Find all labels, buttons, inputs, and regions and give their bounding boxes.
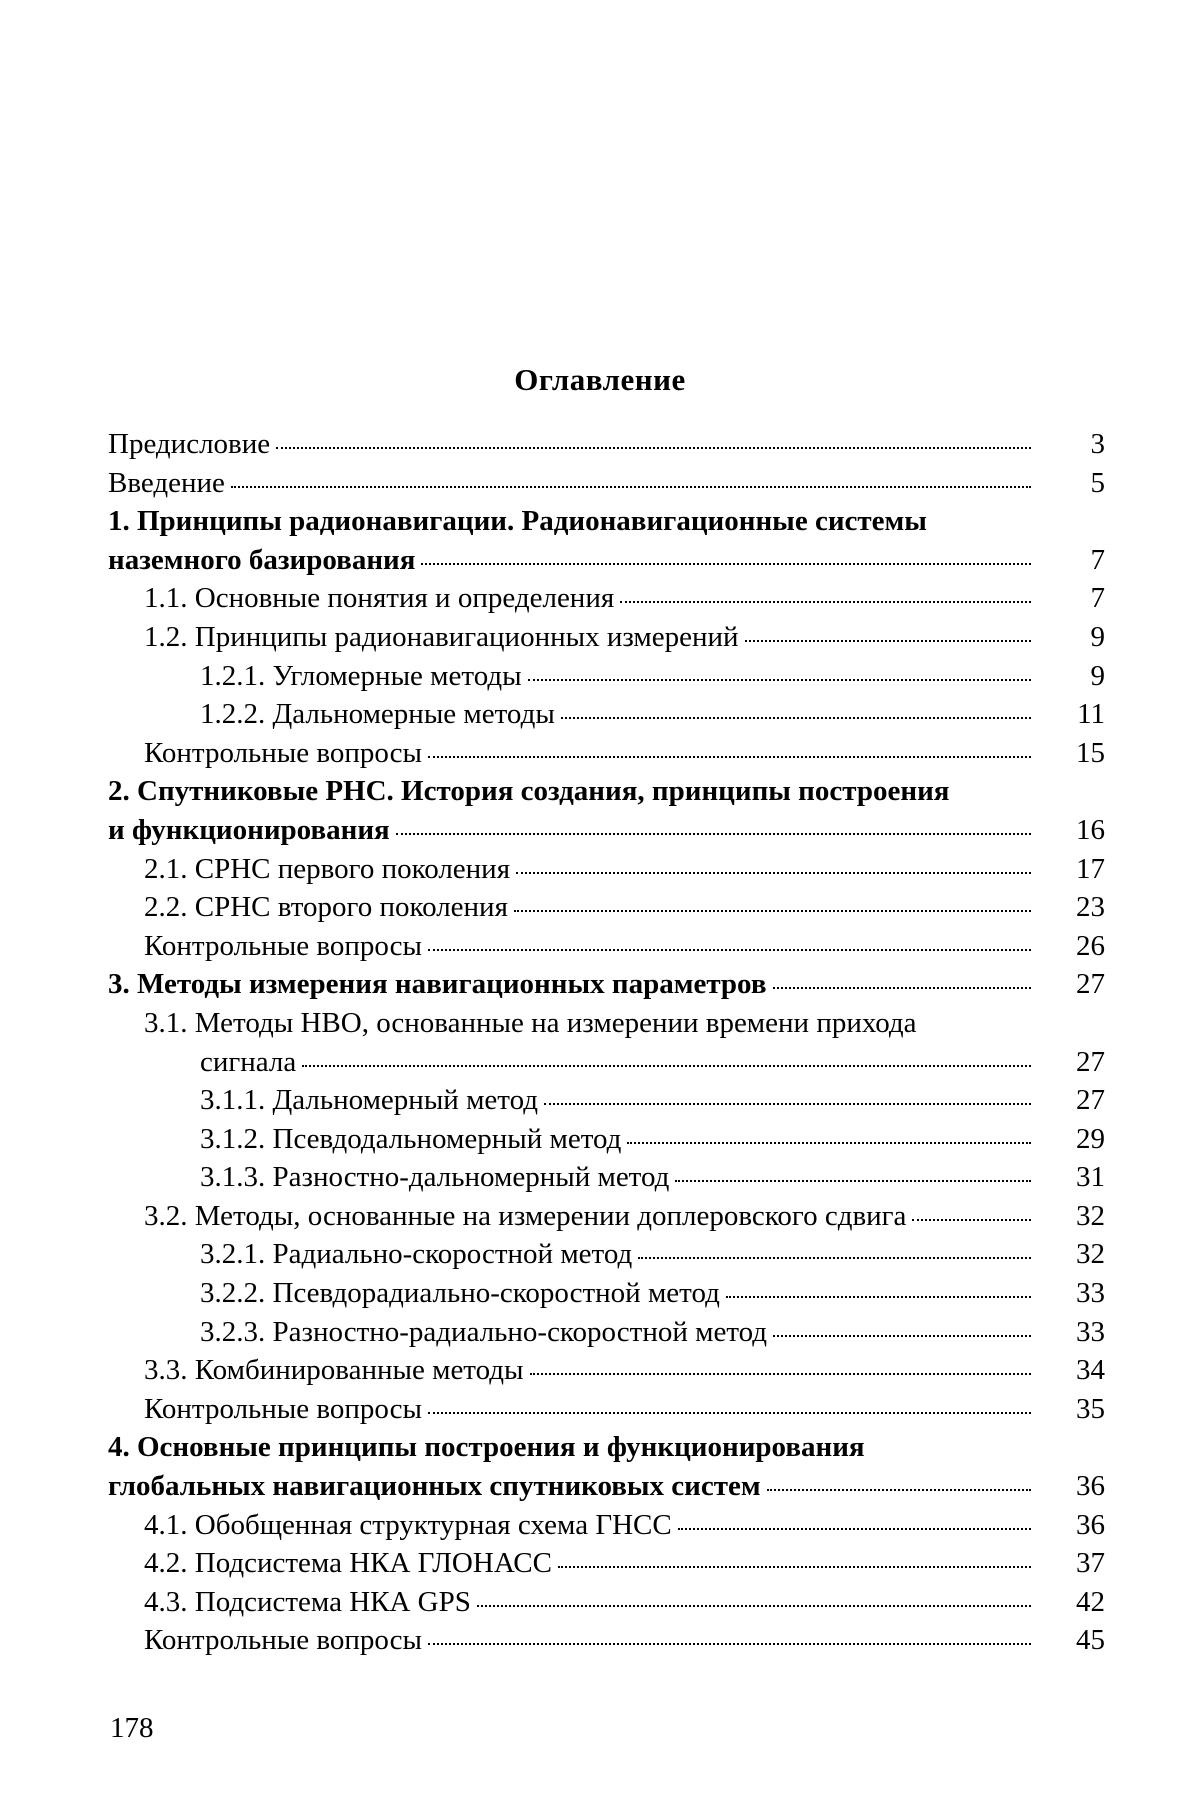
toc-entry-page: 27 — [1076, 968, 1105, 1001]
toc-entry-label: 3. Методы измерения навигационных параметров — [108, 968, 767, 1001]
dot-leader — [561, 715, 1031, 719]
toc-entry-page: 37 — [1076, 1547, 1105, 1580]
dot-leader — [428, 1410, 1031, 1414]
dot-leader — [516, 870, 1031, 874]
toc-entry-page: 33 — [1076, 1315, 1105, 1348]
toc-chapter-entry — [108, 811, 1105, 850]
toc-entry-page: 32 — [1076, 1238, 1105, 1271]
toc-entry-label: 3.1.1. Дальномерный метод — [200, 1084, 539, 1117]
toc-entry-page: 32 — [1076, 1199, 1105, 1232]
toc-chapter-entry — [108, 1467, 1105, 1506]
toc-entry-label: 1.2.2. Дальномерные методы — [200, 698, 555, 731]
toc-entry-page: 16 — [1076, 813, 1105, 846]
toc-entry-label: Контрольные вопросы — [144, 1392, 422, 1425]
toc-entry-page: 33 — [1076, 1277, 1105, 1310]
dot-leader — [773, 1333, 1031, 1337]
dot-leader — [528, 677, 1031, 681]
dot-leader — [302, 1063, 1031, 1067]
toc-entry — [144, 1390, 1105, 1429]
toc-entry-label: 3.2.3. Разностно-радиально-скоростной метод — [200, 1315, 768, 1348]
toc-entry-page: 9 — [1090, 659, 1105, 692]
toc-entry — [200, 1274, 1105, 1313]
toc-entry — [200, 1158, 1105, 1197]
dot-leader — [767, 1487, 1031, 1491]
toc-entry — [108, 425, 1105, 464]
toc-entry — [200, 1043, 1105, 1082]
toc-entry-page: 26 — [1076, 929, 1105, 962]
dot-leader — [428, 754, 1031, 758]
toc-entry-page: 45 — [1076, 1624, 1105, 1657]
toc-entry-label: Контрольные вопросы — [144, 929, 422, 962]
toc-entry — [200, 1235, 1105, 1274]
toc-entry-page: 36 — [1076, 1508, 1105, 1541]
toc-entry — [144, 888, 1105, 927]
dot-leader — [627, 1140, 1031, 1144]
toc-entry-label: наземного базирования — [108, 543, 416, 576]
toc-entry-label: 2.1. СРНС первого поколения — [144, 852, 511, 885]
toc-entry-label: Контрольные вопросы — [144, 736, 422, 769]
toc-entry-label: Введение — [108, 466, 225, 499]
toc-chapter-heading: 2. Спутниковые РНС. История создания, принципы построения — [108, 775, 950, 808]
toc-entry-label: и функционирования — [108, 813, 390, 846]
dot-leader — [745, 638, 1031, 642]
dot-leader — [276, 445, 1031, 449]
toc-entry — [200, 695, 1105, 734]
toc-entry-label: 1.1. Основные понятия и определения — [144, 582, 615, 615]
toc-entry-label: 4.1. Обобщенная структурная схема ГНСС — [144, 1508, 672, 1541]
dot-leader — [530, 1371, 1031, 1375]
toc-entry-page: 23 — [1076, 891, 1105, 924]
toc-entry — [144, 734, 1105, 773]
toc-entry-label: 2.2. СРНС второго поколения — [144, 891, 508, 924]
dot-leader — [638, 1255, 1031, 1259]
toc-entry-page: 42 — [1076, 1585, 1105, 1618]
toc-entry-label: глобальных навигационных спутниковых систем — [108, 1470, 761, 1503]
toc-entry — [200, 1120, 1105, 1159]
toc-entry — [144, 1621, 1105, 1660]
toc-entry-label: 1.2. Принципы радионавигационных измерений — [144, 620, 739, 653]
dot-leader — [477, 1603, 1031, 1607]
dot-leader — [912, 1217, 1031, 1221]
toc-entry — [144, 1583, 1105, 1622]
dot-leader — [544, 1101, 1031, 1105]
toc-entry — [144, 927, 1105, 966]
toc-entry-page: 35 — [1076, 1392, 1105, 1425]
toc-entry-label: 3.3. Комбинированные методы — [144, 1354, 524, 1387]
toc-entry-page: 15 — [1076, 736, 1105, 769]
dot-leader — [231, 484, 1031, 488]
toc-entry — [200, 1081, 1105, 1120]
dot-leader — [726, 1294, 1031, 1298]
toc-entry-page: 34 — [1076, 1354, 1105, 1387]
toc-entry-page: 17 — [1076, 852, 1105, 885]
toc-entry-page: 27 — [1076, 1045, 1105, 1078]
toc-entry-label: сигнала — [200, 1045, 297, 1078]
toc-entry-page: 11 — [1077, 698, 1105, 731]
toc-entry — [200, 657, 1105, 696]
page-number: 178 — [110, 1712, 154, 1744]
toc-entry-page: 29 — [1076, 1122, 1105, 1155]
toc-entry-label: 3.2. Методы, основанные на измерении доплеровского сдвига — [144, 1199, 907, 1232]
toc-entry — [144, 618, 1105, 657]
toc-entry-page: 31 — [1076, 1161, 1105, 1194]
dot-leader — [678, 1526, 1031, 1530]
toc-chapter-entry — [108, 541, 1105, 580]
dot-leader — [675, 1178, 1031, 1182]
toc-entry-page: 5 — [1090, 466, 1105, 499]
toc-entry-label: Контрольные вопросы — [144, 1624, 422, 1657]
toc-entry — [108, 464, 1105, 503]
dot-leader — [558, 1564, 1031, 1568]
toc-entry-page: 3 — [1090, 428, 1105, 460]
toc-entry-label: 4.3. Подсистема НКА GPS — [144, 1585, 471, 1618]
dot-leader — [514, 908, 1031, 912]
dot-leader — [620, 599, 1031, 603]
dot-leader — [421, 561, 1031, 565]
toc-entry-label: 4.2. Подсистема НКА ГЛОНАСС — [144, 1547, 552, 1580]
dot-leader — [428, 947, 1031, 951]
toc-entry-first-line: 3.1. Методы НВО, основанные на измерении времени прихода — [144, 1006, 917, 1039]
dot-leader — [428, 1641, 1031, 1645]
page-title: Оглавление — [514, 362, 686, 397]
toc-entry-label: 3.1.2. Псевдодальномерный метод — [200, 1122, 622, 1155]
dot-leader — [396, 831, 1031, 835]
toc-chapter-entry — [108, 965, 1105, 1004]
toc-entry — [200, 1313, 1105, 1352]
toc-entry-page: 9 — [1090, 620, 1105, 653]
toc-entry — [144, 1197, 1105, 1236]
toc-entry-page: 36 — [1076, 1470, 1105, 1503]
dot-leader — [773, 985, 1032, 989]
toc-entry-label: 1.2.1. Угломерные методы — [200, 659, 522, 692]
toc-entry-label: 3.1.3. Разностно-дальномерный метод — [200, 1161, 670, 1194]
toc-entry-page: 27 — [1076, 1084, 1105, 1117]
toc-entry-label: 3.2.2. Псевдорадиально-скоростной метод — [200, 1277, 720, 1310]
toc-entry — [144, 1506, 1105, 1545]
toc-chapter-heading: 1. Принципы радионавигации. Радионавигационные системы — [108, 505, 927, 538]
toc-entry — [144, 1544, 1105, 1583]
toc-entry-page: 7 — [1090, 543, 1105, 576]
table-of-contents — [108, 425, 1105, 1660]
toc-entry — [144, 1351, 1105, 1390]
toc-entry-label: 3.2.1. Радиально-скоростной метод — [200, 1238, 633, 1271]
toc-entry-page: 7 — [1090, 582, 1105, 615]
toc-chapter-heading: 4. Основные принципы построения и функционирования — [108, 1431, 865, 1464]
toc-entry-label: Предисловие — [108, 428, 271, 460]
toc-entry — [144, 579, 1105, 618]
toc-entry — [144, 850, 1105, 889]
